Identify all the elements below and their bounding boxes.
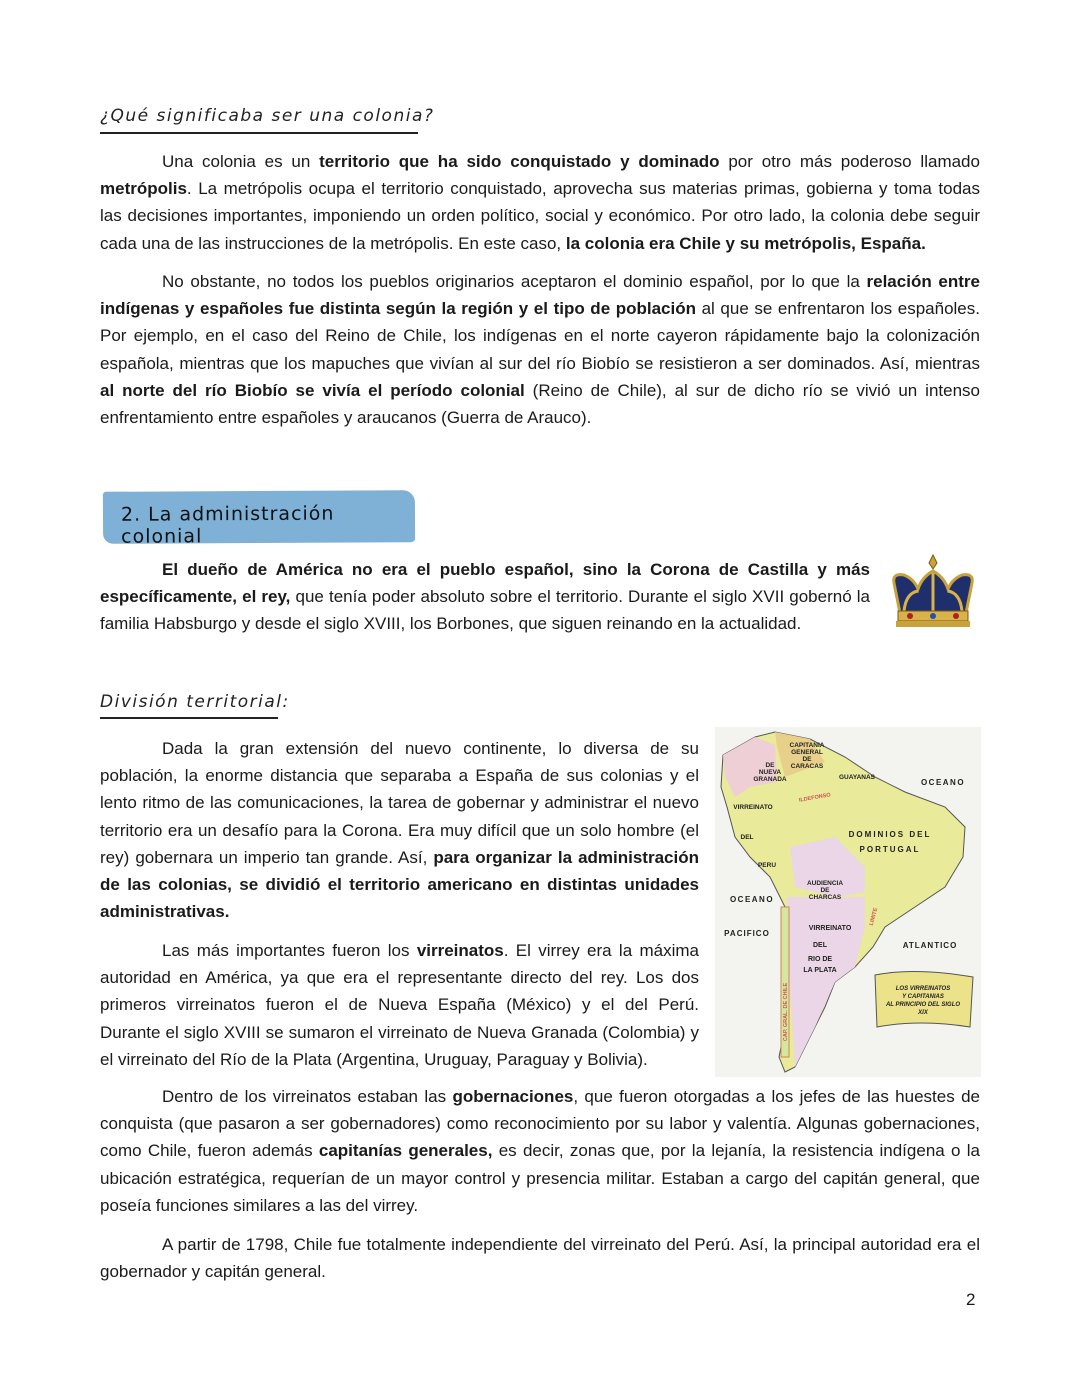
body-text: Las más importantes fueron los (162, 941, 417, 960)
paragraph-colonia (100, 148, 980, 257)
body-text: Dentro de los virreinatos estaban las (162, 1087, 453, 1106)
map-label-guayanas: GUAYANAS (838, 774, 876, 781)
body-text: , que fueron otorgadas a los jefes de las huestes de conquista (que pasaron a ser gobernadores) como reconocimiento por su labor y valentía. Algunas gobernaciones, como Chile, fueron además (100, 1087, 980, 1161)
map-label-peru-3: PERU (757, 862, 777, 869)
map-label-charcas: AUDIENCIA DE CHARCAS (806, 880, 844, 901)
map-label-caracas: CAPITANIA GENERAL DE CARACAS (789, 742, 825, 770)
body-text: que tenía poder absoluto sobre el territorio. Durante el siglo XVII gobernó la familia Habsburgo y desde el siglo XVIII, los Borbones, que siguen reinando en la actualidad. (100, 587, 871, 634)
bold-text: relación entre indígenas y españoles fue distinta según la región y el tipo de población (100, 272, 980, 319)
map-label-pacifico: PACIFICO (724, 929, 770, 938)
heading-division: División territorial: (100, 692, 290, 712)
map-label-oceano-pacifico: OCEANO (729, 895, 775, 904)
paragraph-1798 (100, 1231, 980, 1285)
paragraph-gobernaciones (100, 1083, 980, 1219)
body-text: (Reino de Chile), al sur de dicho río se vivió un intenso enfrentamiento entre españoles y araucanos (Guerra de Arauco). (100, 380, 981, 428)
bold-text: metrópolis (100, 179, 187, 199)
map-label-nueva-granada: DE NUEVA GRANADA (753, 762, 787, 783)
section-banner (103, 490, 415, 548)
map-label-ildefonso: ILDEFONSO (798, 792, 832, 804)
bold-text: virreinatos (416, 941, 504, 960)
map-label-peru-2: DEL (740, 834, 754, 841)
svg-text:AL PRINCIPIO DEL SIGLO: AL PRINCIPIO DEL SIGLO (885, 1002, 961, 1008)
bold-text: capitanías generales, (318, 1141, 493, 1161)
heading-colonia: ¿Qué significaba ser una colonia? (100, 106, 435, 126)
crown-icon (884, 553, 982, 631)
map-virreinatos (715, 727, 981, 1077)
paragraph-virreinatos (100, 937, 699, 1073)
svg-text:XIX: XIX (918, 1010, 928, 1016)
body-text: No obstante, no todos los pueblos originarios aceptaron el dominio español, por lo que la (162, 272, 867, 291)
paragraph-rey (100, 556, 870, 638)
map-label-chile: CAP. GRAL. DE CHILE (783, 982, 789, 1042)
body-text: . La metrópolis ocupa el territorio conquistado, aprovecha sus materias primas, gobierna y toma todas las decisiones importantes, imponiendo un orden político, social y económico. Por otro lado, la colonia debe seguir cada una de las instrucciones de la metrópolis. En este caso, (100, 179, 980, 253)
map-label-plata: VIRREINATO DEL RIO DE LA PLATA (803, 925, 852, 974)
section-title: 2. La administración colonial (120, 502, 335, 548)
map-label-portugal-2: PORTUGAL (859, 845, 921, 854)
body-text: Dada la gran extensión del nuevo continente, lo diversa de su población, la enorme distancia que separaba a España de sus colonias y el lento ritmo de las comunicaciones, la tarea de gobernar y administrar el nuevo territorio era un desafío para la Corona. Era muy difícil que un solo hombre (el rey) gobernara un imperio tan grande. Así, (100, 739, 699, 867)
map-label-limite: LIMITE (868, 907, 880, 927)
bold-text: territorio que ha sido conquistado y dominado (319, 152, 720, 171)
map-label-oceano-atlantico: OCEANO (920, 778, 966, 787)
bold-text: la colonia era Chile y su metrópolis, España. (565, 233, 926, 253)
bold-text: El dueño de América no era el pueblo español, sino la Corona de Castilla y más específicamente, el rey, (100, 560, 870, 607)
body-text: por otro más poderoso llamado (719, 152, 980, 171)
svg-text:Y CAPITANIAS: Y CAPITANIAS (902, 994, 944, 1000)
map-label-portugal-1: DOMINIOS DEL (848, 830, 932, 839)
map-label-peru-1: VIRREINATO (733, 804, 773, 811)
bold-text: gobernaciones (452, 1087, 574, 1106)
heading-underline (100, 717, 278, 719)
map-label-atlantico: ATLANTICO (902, 941, 958, 950)
body-text: Una colonia es un (162, 152, 320, 171)
body-text: es decir, zonas que, por la lejanía, la resistencia indígena o la ubicación estratégica, requerían de un mayor control y presencia militar. Estaban a cargo del capitán general, que poseía funciones similares a las del virrey. (100, 1141, 980, 1215)
svg-text:LOS VIRREINATOS: LOS VIRREINATOS (895, 986, 951, 992)
paragraph-division (100, 735, 699, 925)
body-text: A partir de 1798, Chile fue totalmente independiente del virreinato del Perú. Así, la principal autoridad era el gobernador y capitán general. (100, 1235, 980, 1282)
paragraph-relacion (100, 268, 980, 431)
page-number: 2 (966, 1290, 976, 1309)
body-text: . El virrey era la máxima autoridad en América, ya que era el representante directo del rey. Los dos primeros virreinatos fueron el de Nueva España (México) y el del Perú. Durante el siglo XVIII se sumaron el virreinato de Nueva Granada (Colombia) y el virreinato del Río de la Plata (Argentina, Uruguay, Paraguay y Bolivia). (100, 941, 699, 1069)
bold-text: para organizar la administración de las colonias, se dividió el territorio americano en distintas unidades administrativas. (100, 847, 699, 922)
heading-underline (100, 132, 418, 134)
bold-text: al norte del río Biobío se vivía el período colonial (100, 380, 525, 400)
body-text: al que se enfrentaron los españoles. Por ejemplo, en el caso del Reino de Chile, los indígenas en el norte cayeron rápidamente bajo la colonización española, mientras que los mapuches que vivían al sur del río Biobío se resistieron a ser dominados. Así, mientras (100, 299, 980, 373)
